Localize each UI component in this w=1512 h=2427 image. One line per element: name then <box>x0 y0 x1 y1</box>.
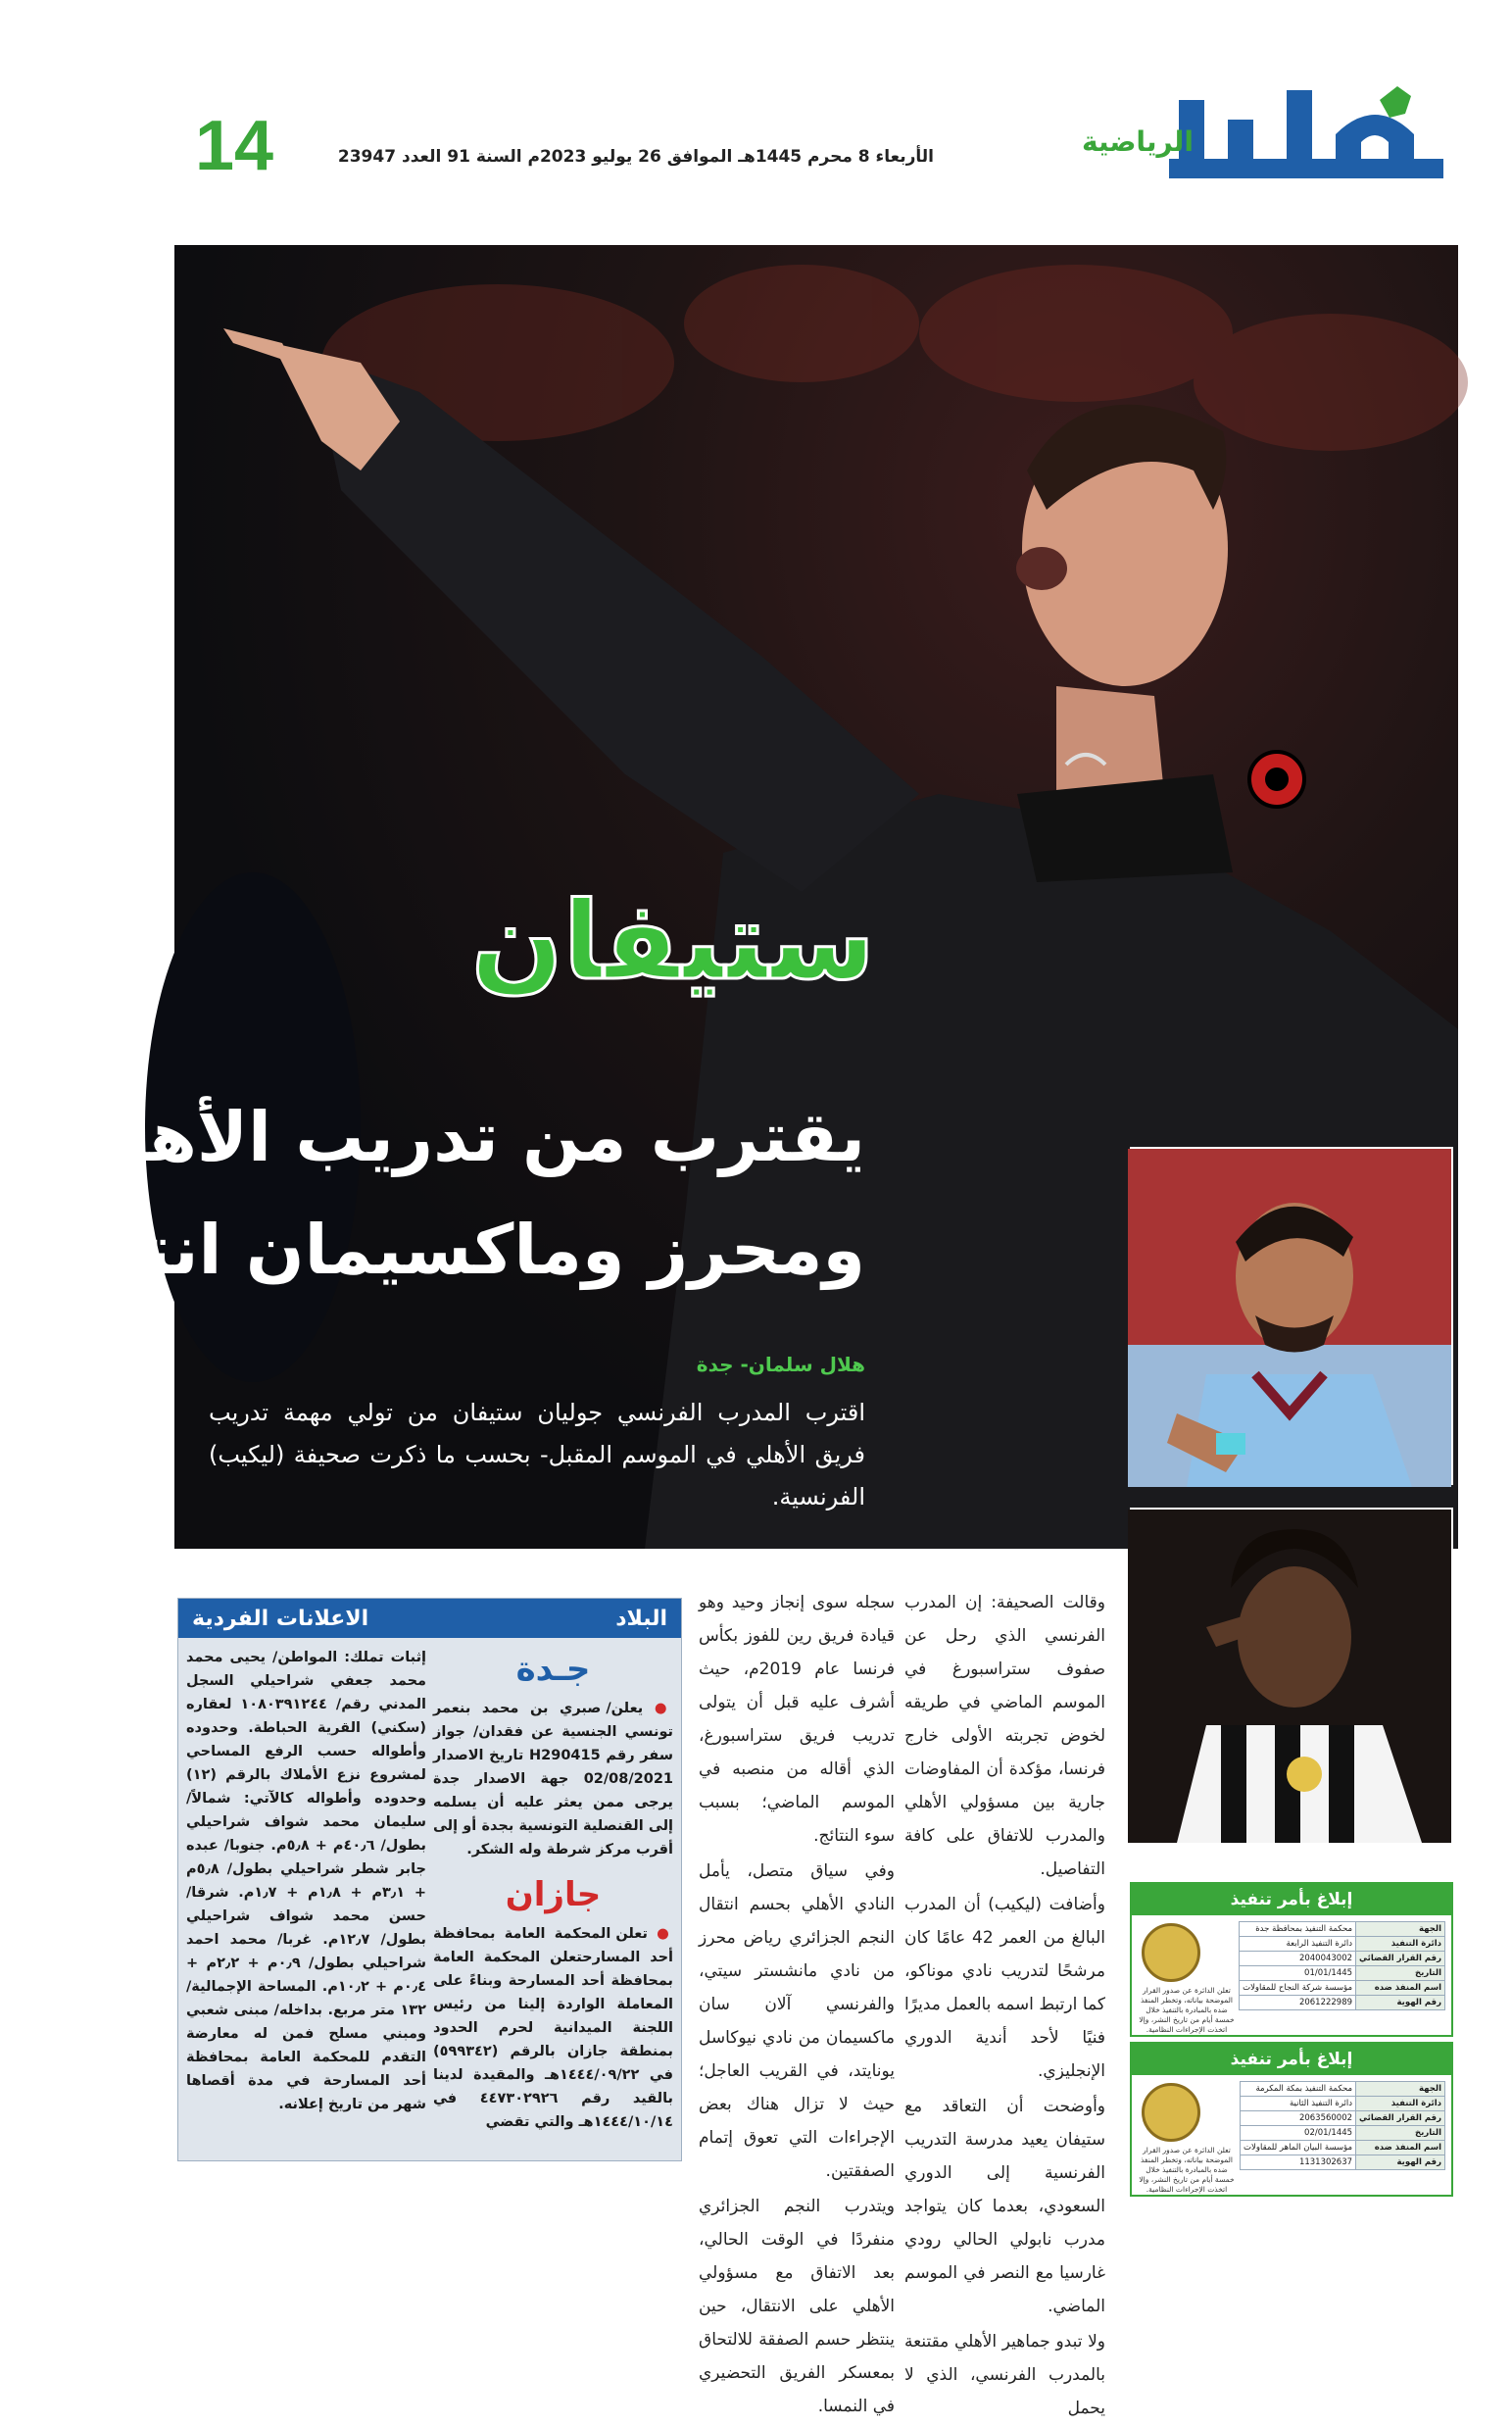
notice-field-value: دائرة التنفيذ الثانية <box>1241 2097 1356 2111</box>
notice-field-value: 02/01/1445 <box>1241 2126 1356 2141</box>
article-paragraph: وفي سياق متصل، يأمل النادي الأهلي بحسم انتقال النجم الجزائري رياض محرز من نادي مانشستر سيتي، والفرنسي آلان سان ماكسيمان من نادي نيوكاسل يونايتد، في القريب العاجل؛ حيث لا تزال هناك بعض الإجراءات التي تعوق إتمام الصفقتين. <box>699 1861 895 2181</box>
saint-maximin-photo <box>1130 1508 1453 1841</box>
jazan-ad <box>433 1922 673 2134</box>
seal-icon <box>1142 1923 1200 1982</box>
notice-field-value: 2063560002 <box>1241 2111 1356 2126</box>
notice-field-value: دائرة التنفيذ الرابعة <box>1240 1937 1356 1952</box>
newspaper-logo <box>1159 80 1453 188</box>
section-name: الرياضية <box>1081 125 1194 158</box>
page-number: 14 <box>195 107 274 185</box>
notice-field-label: دائرة التنفيذ <box>1356 2097 1445 2111</box>
deed-ad: إثبات تملك: المواطن/ يحيى محمد محمد جعفي شراحيلي السجل المدني رقم/ ١٠٨٠٣٩١٢٤٤ لعقاره (سكني) القرية الحباطة. وحدوده وأطواله حسب الرفع المساحي لمشروع نزع الأملاك بالرقم (١٢) وحدوده وأطواله كالآتي: شمالاً/ سليمان محمد شواف شراحيلي بطول/ ٤٠٫٦م + ٥٫٨م. جنوبا/ عبده جابر شطر شراحيلي بطول/ ٥٫٨م + ٣٫١م + ١٫٨م + ١٫٧م. شرقا/ حسن محمد شواف شراحيلي بطول/ ١٢٫٧م. غربا/ محمد احمد شراحيلي بطول/ ٠٫٩م + ٢٫٢م + ٠٫٤م + ١٠٫٢م. المساحة الإجمالية/ ١٣٢ متر مربع. بداخله/ مبنى شعبي ومبني مسلح فمن له معارضة التقدم للمحكمة العامة بمحافظة أحد المسارحة في مدة أقصاها شهر من تاريخ إعلانه. <box>186 1650 427 2112</box>
bullet-icon: ● <box>643 1701 673 1716</box>
article-paragraph: ويتدرب النجم الجزائري منفردًا في الوقت الحالي، بعد الاتفاق مع مسؤولي الأهلي على الانتقال، حين ينتظر حسم الصفقة للالتحاق بمعسكر الفريق التحضيري في النمسا. <box>699 2197 895 2416</box>
article-paragraph: ولا تبدو جماهير الأهلي مقتنعة بالمدرب الفرنسي، الذي لا يحمل <box>904 2332 1105 2418</box>
seal-icon <box>1142 2083 1200 2142</box>
article-column-1 <box>904 1586 1105 2427</box>
ads-right-column <box>433 1646 673 2134</box>
headline-main: ستيفان <box>470 878 875 1004</box>
notice-field-label: الجهة <box>1356 1922 1445 1937</box>
jazan-ad-text: تعلن المحكمة العامة بمحافظة أحد المسارحتعلن المحكمة العامة بمحافظة أحد المسارحة وبناءً على المعاملة الواردة إلينا من رئيس اللجنة الميدانية لحرم الحدود بمنطقة جازان بالرقم (٥٩٩٣٤٢) في ١٤٤٤/٠٩/٢٢هـ والمقيدة لدينا بالقيد رقم ٤٤٧٣٠٢٩٢٦ في ١٤٤٤/١٠/١٤هـ والتي تقضي <box>433 1926 673 2130</box>
notice-field-label: اسم المنفذ ضده <box>1356 1981 1445 1996</box>
city-heading-jeddah: جـدة <box>515 1650 591 1689</box>
notice-field-value: محكمة التنفيذ بمحافظة جدة <box>1240 1922 1356 1937</box>
mahrez-photo <box>1130 1147 1453 1485</box>
notice-field-value: مؤسسة شركة النجاح للمقاولات <box>1240 1981 1356 1996</box>
notice-field-value: 2061222989 <box>1240 1996 1356 2010</box>
notice-table <box>1239 1921 1445 2010</box>
notice-field-label: الجهة <box>1356 2082 1445 2097</box>
article-paragraph: وأضافت (ليكيب) أن المدرب البالغ من العمر 42 عامًا كان مرشحًا لتدريب نادي موناكو، كما ارتبط اسمه بالعمل مديرًا فنيًا لأحد أندية الدوري الإنجليزي. <box>904 1895 1105 2081</box>
notice-field-label: دائرة التنفيذ <box>1356 1937 1445 1952</box>
jeddah-ad <box>433 1697 673 1861</box>
dateline: الأربعاء 8 محرم 1445هـ الموافق 26 يوليو 2023م السنة 91 العدد 23947 <box>337 147 934 167</box>
article-column-2 <box>699 1586 895 2425</box>
logo-text: البلاد <box>1157 80 1159 81</box>
notice-field-label: اسم المنفذ ضده <box>1356 2141 1445 2155</box>
headline-sub-2: ومحرز وماكسيمان انتظار <box>12 1210 865 1290</box>
notice-table <box>1240 2081 1445 2170</box>
article-paragraph: وقالت الصحيفة: إن المدرب الفرنسي الذي رحل عن صفوف ستراسبورغ في الموسم الماضي في طريقه لخوض تجربته الأولى خارج فرنسا، مؤكدة أن المفاوضات جارية بين مسؤولي الأهلي والمدرب للاتفاق على كافة التفاصيل. <box>904 1593 1105 1879</box>
article-paragraph: سجله سوى إنجاز وحيد وهو قيادة فريق رين للفوز بكأس فرنسا عام 2019م، حيث أشرف عليه قبل أن يتولى تدريب فريق ستراسبورغ، الذي أقاله من منصبه في الموسم الماضي؛ بسبب سوء النتائج. <box>699 1593 895 1846</box>
byline: هلال سلمان- جدة <box>696 1353 865 1376</box>
ads-title: الاعلانات الفردية <box>192 1606 369 1631</box>
notice-field-label: التاريخ <box>1356 1966 1445 1981</box>
execution-notice <box>1130 1882 1453 2037</box>
notice-field-value: محكمة التنفيذ بمكة المكرمة <box>1241 2082 1356 2097</box>
article-paragraph: وأوضحت أن التعاقد مع ستيفان يعيد مدرسة التدريب الفرنسية إلى الدوري السعودي، بعدما كان يتواجد مدرب نابولي الحالي رودي غارسيا مع النصر في الموسم الماضي. <box>904 2097 1105 2316</box>
city-heading-jazan: جازان <box>505 1875 602 1914</box>
bullet-icon: ● <box>647 1926 674 1942</box>
notice-field-label: التاريخ <box>1356 2126 1445 2141</box>
notice-field-value: 1131302637 <box>1241 2155 1356 2170</box>
notice-field-label: رقم الهوية <box>1356 1996 1445 2010</box>
headline-sub-1: يقترب من تدريب الأهلي.. <box>0 1097 865 1177</box>
lead-paragraph: اقترب المدرب الفرنسي جوليان ستيفان من تولي مهمة تدريب فريق الأهلي في الموسم المقبل- بحسب ما ذكرت صحيفة (ليكيب) الفرنسية. <box>209 1399 865 1511</box>
notice-field-value: مؤسسة البيان الماهر للمقاولات <box>1241 2141 1356 2155</box>
notice-heading: إبلاغ بأمر تنفيذ <box>1132 2044 1451 2075</box>
ads-logo: البلاد <box>615 1606 667 1631</box>
notice-field-value: 2040043002 <box>1240 1952 1356 1966</box>
classified-ads <box>177 1598 682 2161</box>
notice-field-label: رقم القرار القضائي <box>1356 1952 1445 1966</box>
notice-note: تعلن الدائرة عن صدور القرار الموضحة بياناته، وتخطر المنفذ ضده بالمبادرة بالتنفيذ خلال خمسة أيام من تاريخ النشر، وإلا اتخذت الإجراءات النظامية. <box>1139 2146 1235 2194</box>
ads-header <box>178 1599 681 1638</box>
execution-notice <box>1130 2042 1453 2197</box>
notice-field-label: رقم الهوية <box>1356 2155 1445 2170</box>
jeddah-ad-text: يعلن/ صبري بن محمد بنعمر تونسي الجنسية عن فقدان/ جواز سفر رقم H290415 تاريخ الاصدار 02/08/2021 جهة الاصدار جدة يرجى ممن يعثر عليه أن يسلمه إلى القنصلية التونسية بجدة أو إلى أقرب مركز شرطة وله الشكر. <box>433 1701 673 1857</box>
notice-heading: إبلاغ بأمر تنفيذ <box>1132 1884 1451 1915</box>
notice-field-value: 01/01/1445 <box>1240 1966 1356 1981</box>
notice-field-label: رقم القرار القضائي <box>1356 2111 1445 2126</box>
notice-note: تعلن الدائرة عن صدور القرار الموضحة بياناته، وتخطر المنفذ ضده بالمبادرة بالتنفيذ خلال خمسة أيام من تاريخ النشر، وإلا اتخذت الإجراءات النظامية. <box>1139 1986 1235 2034</box>
